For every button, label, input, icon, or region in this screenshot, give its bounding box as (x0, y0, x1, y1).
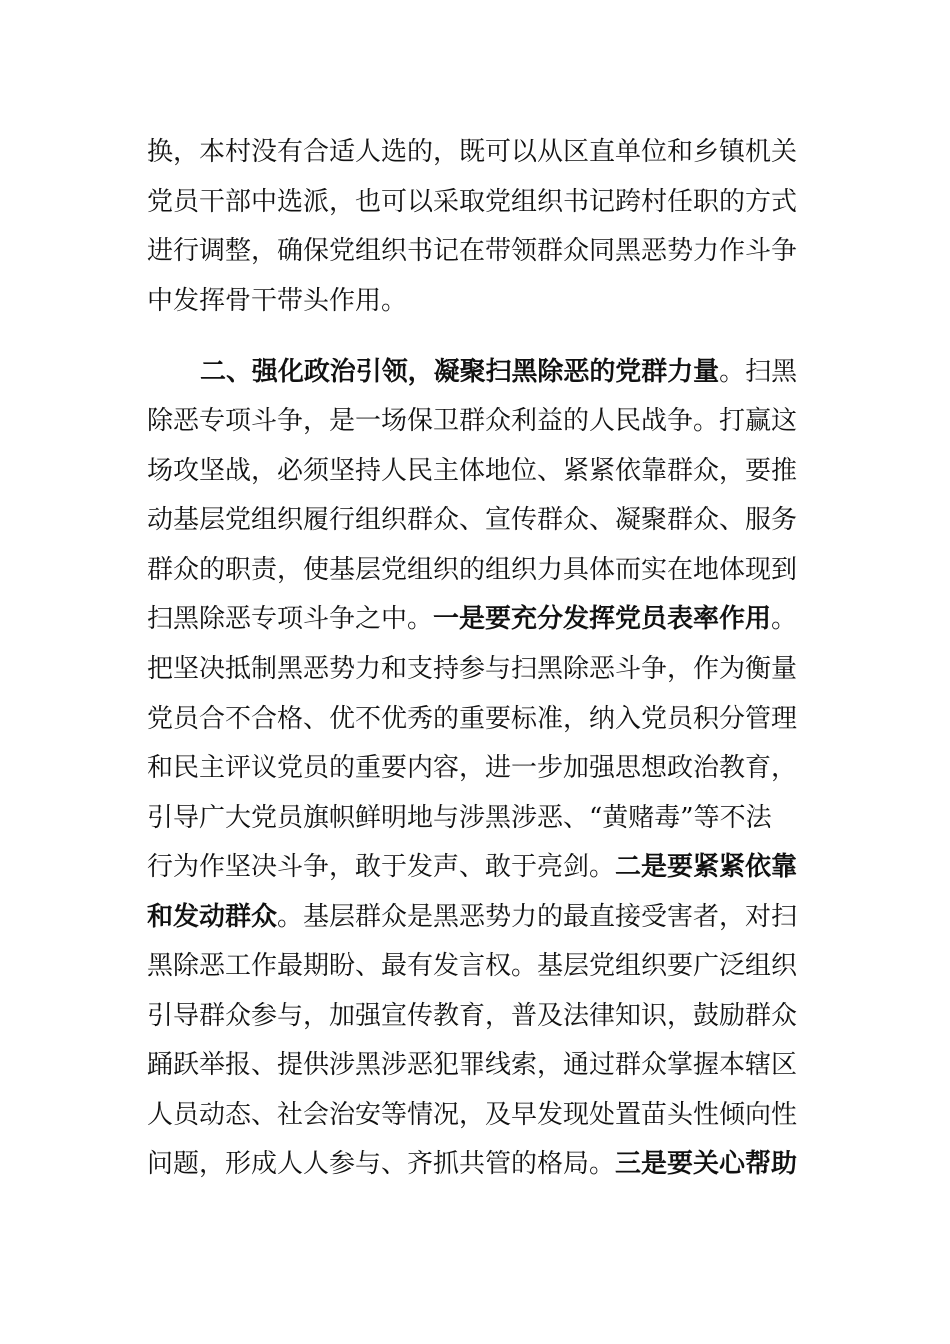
paragraph-text: 行为作坚决斗争，敢于发声、敢于亮剑。 (147, 852, 616, 882)
paragraph-line: 党员合不合格、优不优秀的重要标准，纳入党员积分管理 (147, 704, 798, 734)
point-two-heading-cont: 和发动群众 (147, 902, 278, 932)
paragraph-line: 动基层党组织履行组织群众、宣传群众、凝聚群众、服务 (147, 505, 798, 535)
paragraph-line: 人员动态、社会治安等情况，及早发现处置苗头性倾向性 (147, 1100, 798, 1130)
paragraph-text: 问题，形成人人参与、齐抓共管的格局。 (147, 1149, 616, 1179)
paragraph-line: 踊跃举报、提供涉黑涉恶犯罪线索，通过群众掌握本辖区 (147, 1050, 798, 1080)
paragraph-text: 扫黑 (745, 357, 798, 387)
paragraph-line (147, 594, 797, 644)
section-heading: 二、强化政治引领，凝聚扫黑除恶的党群力量 (200, 357, 720, 387)
point-two-heading: 二是要紧紧依靠 (615, 852, 798, 882)
paragraph-line (147, 892, 797, 942)
paragraph-line (147, 842, 797, 892)
paragraph-line: 群众的职责，使基层党组织的组织力具体而实在地体现到 (147, 555, 798, 585)
paragraph-line: 和民主评议党员的重要内容，进一步加强思想政治教育， (147, 753, 798, 783)
paragraph-line: 党员干部中选派，也可以采取党组织书记跨村任职的方式 (147, 187, 798, 217)
paragraph-line: 把坚决抵制黑恶势力和支持参与扫黑除恶斗争，作为衡量 (147, 654, 798, 684)
paragraph-line: 引导群众参与，加强宣传教育，普及法律知识，鼓励群众 (147, 1001, 798, 1031)
paragraph-line: 引导广大党员旗帜鲜明地与涉黑涉恶、“黄赌毒”等不法 (147, 803, 772, 833)
paragraph-line (147, 1139, 797, 1189)
point-three-heading: 三是要关心帮助 (615, 1149, 798, 1179)
paragraph-text: 扫黑除恶专项斗争之中。 (147, 604, 434, 634)
paragraph-line: 换，本村没有合适人选的，既可以从区直单位和乡镇机关 (147, 137, 798, 167)
paragraph-line: 除恶专项斗争，是一场保卫群众利益的人民战争。打赢这 (147, 406, 798, 436)
point-one-heading: 一是要充分发挥党员表率作用 (433, 604, 772, 634)
paragraph-line: 进行调整，确保党组织书记在带领群众同黑恶势力作斗争 (147, 236, 798, 266)
paragraph-text: 。基层群众是黑恶势力的最直接受害者，对扫 (277, 902, 798, 932)
paragraph-line: 中发挥骨干带头作用。 (147, 286, 408, 316)
paragraph-line: 黑除恶工作最期盼、最有发言权。基层党组织要广泛组织 (147, 951, 798, 981)
section-heading-line (200, 347, 797, 397)
paragraph-line: 场攻坚战，必须坚持人民主体地位、紧紧依靠群众，要推 (147, 456, 798, 486)
paragraph-text: 。 (771, 604, 798, 634)
heading-period: 。 (719, 357, 746, 387)
